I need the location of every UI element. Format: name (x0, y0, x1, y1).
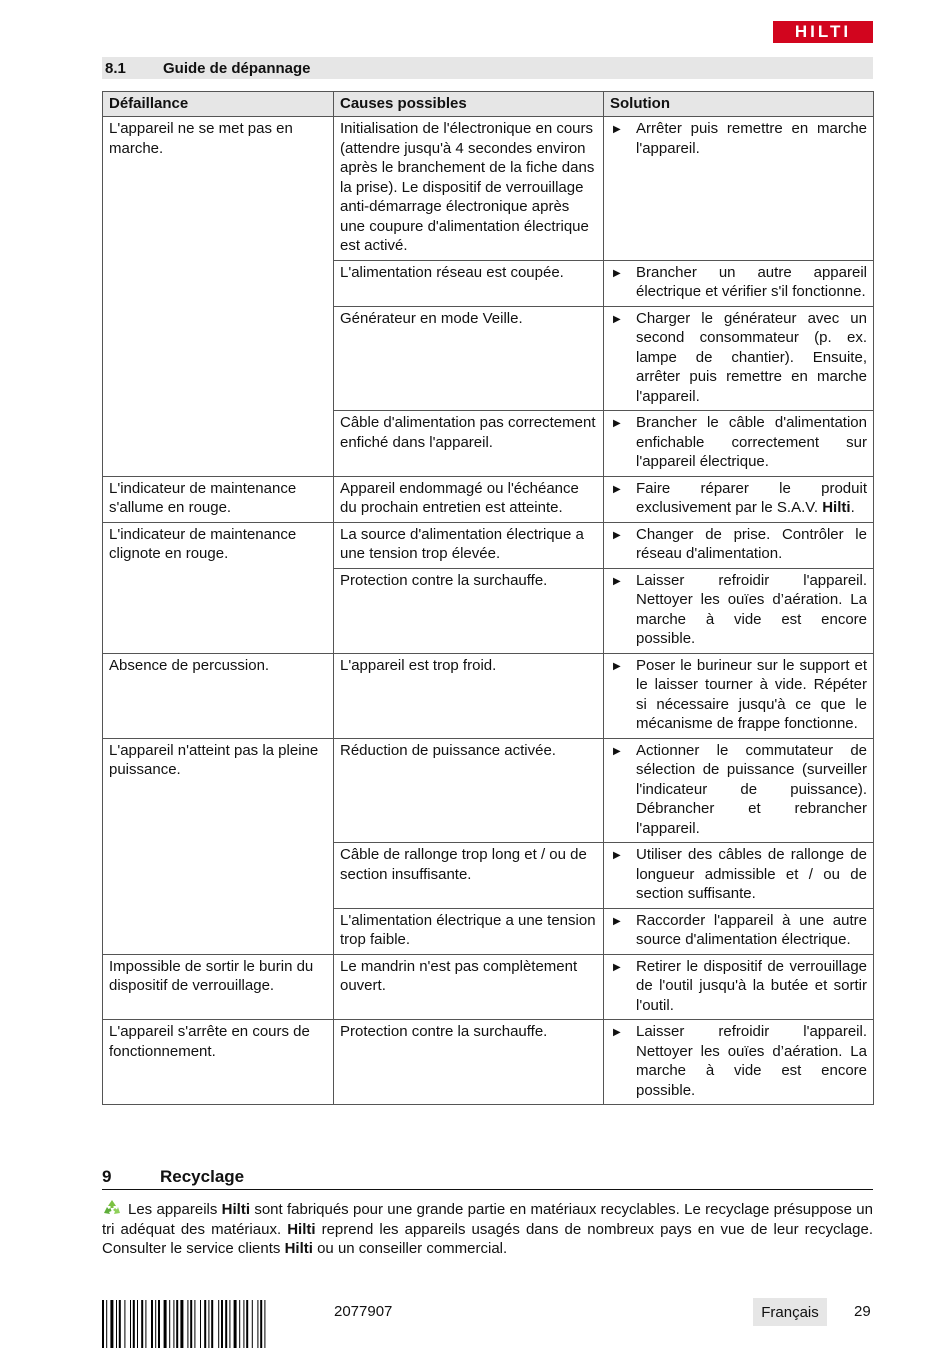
table-row (103, 738, 874, 843)
solution-cell (604, 1020, 874, 1105)
cause-cell: Le mandrin n'est pas complètement ouvert. (334, 954, 604, 1020)
table-row (103, 1020, 874, 1105)
solution-cell (604, 653, 874, 738)
arrow-bullet-icon: ▶ (613, 418, 621, 429)
arrow-bullet-icon: ▶ (613, 915, 621, 927)
recycling-brand-3: Hilti (284, 1240, 313, 1257)
arrow-bullet-icon: ▶ (613, 575, 621, 587)
cause-cell: Câble d'alimentation pas correctement enfiché dans l'appareil. (334, 411, 604, 477)
arrow-bullet-icon: ▶ (613, 1027, 621, 1038)
table-header-row (103, 92, 874, 117)
cause-cell: Réduction de puissance activée. (334, 738, 604, 843)
section-title: Guide de dépannage (163, 59, 311, 77)
fault-cell: Absence de percussion. (103, 653, 334, 738)
recycling-text-3: reprend les appareils usagés dans de nombreux pays en vue de leur recyclage. Consulter le service clients (102, 1220, 873, 1257)
solution-text: Laisser refroidir l'appareil. Nettoyer les ouïes d’aération. La marche à vide est encore possible. (636, 1023, 867, 1099)
recycling-number: 9 (102, 1167, 112, 1186)
arrow-bullet-icon: ▶ (613, 483, 621, 495)
header-solution: Solution (604, 92, 874, 117)
header-fault: Défaillance (103, 92, 334, 117)
recycling-brand-2: Hilti (287, 1220, 316, 1238)
page-number: 29 (854, 1303, 871, 1320)
cause-cell: Initialisation de l'électronique en cours (attendre jusqu'à 4 secondes environ après le branchement de la fiche dans la prise). Le dispositif de verrouillage anti-démarrage électronique après une coupure d'alimentation électrique est activé. (334, 117, 604, 261)
solution-cell (604, 568, 874, 653)
solution-cell (604, 476, 874, 522)
arrow-bullet-icon: ▶ (613, 660, 621, 672)
table-row (103, 522, 874, 568)
cause-cell: Protection contre la surchauffe. (334, 568, 604, 653)
solution-text: Brancher un autre appareil électrique et vérifier s'il fonctionne. (636, 263, 867, 300)
solution-cell (604, 411, 874, 477)
solution-text: Utiliser des câbles de rallonge de longueur admissible et / ou de section suffisante. (636, 846, 867, 902)
table-row (103, 653, 874, 738)
solution-end: . (850, 499, 855, 516)
solution-cell (604, 954, 874, 1020)
solution-cell (604, 306, 874, 411)
arrow-bullet-icon: ▶ (613, 529, 621, 541)
header-cause: Causes possibles (334, 92, 604, 117)
table-row (103, 117, 874, 261)
solution-text: Actionner le commutateur de sélection de puissance (surveiller l'indicateur de puissance). Débrancher et rebrancher l'appareil. (636, 741, 867, 837)
arrow-bullet-icon: ▶ (613, 850, 621, 861)
recycling-title: Recyclage (160, 1167, 245, 1186)
fault-cell: L'indicateur de maintenance clignote en rouge. (103, 522, 334, 653)
recycling-paragraph (102, 1199, 873, 1259)
solution-text: Charger le générateur avec un second consommateur (p. ex. lampe de chantier). Ensuite, arrêter puis remettre en marche l'appareil. (636, 309, 867, 405)
cause-cell: Générateur en mode Veille. (334, 306, 604, 411)
solution-text: Faire réparer le produit exclusivement par le S.A.V. (636, 479, 867, 516)
solution-text: Poser le burineur sur le support et le laisser tourner à vide. Répéter si nécessaire jusqu'à ce que le mécanisme de frappe fonctionne. (636, 656, 867, 732)
fault-cell: L'appareil n'atteint pas la pleine puissance. (103, 738, 334, 954)
language-label: Français (753, 1298, 827, 1326)
document-number: 2077907 (334, 1303, 393, 1320)
recycling-text-4: ou un conseiller commercial. (312, 1240, 508, 1257)
fault-cell: L'appareil ne se met pas en marche. (103, 117, 334, 477)
cause-cell: L'appareil est trop froid. (334, 653, 604, 738)
recycling-heading (102, 1165, 873, 1190)
cause-cell: Protection contre la surchauffe. (334, 1020, 604, 1105)
fault-cell: Impossible de sortir le burin du dispositif de verrouillage. (103, 954, 334, 1020)
hilti-logo (773, 21, 873, 43)
solution-text: Brancher le câble d'alimentation enfichable correctement sur l'appareil électrique. (636, 414, 867, 470)
recycle-icon (102, 1199, 122, 1217)
solution-brand: Hilti (822, 499, 851, 516)
solution-text: Arrêter puis remettre en marche l'appareil. (636, 120, 867, 157)
solution-text: Raccorder l'appareil à une autre source d'alimentation électrique. (636, 911, 867, 948)
cause-cell: Appareil endommagé ou l'échéance du prochain entretien est atteinte. (334, 476, 604, 522)
solution-cell (604, 260, 874, 306)
section-number: 8.1 (105, 59, 126, 77)
table-row (103, 954, 874, 1020)
troubleshooting-table (102, 91, 874, 1105)
solution-text: Laisser refroidir l'appareil. Nettoyer les ouïes d’aération. La marche à vide est encore possible. (636, 571, 867, 647)
solution-text: Retirer le dispositif de verrouillage de l'outil jusqu'à la butée et sortir l'outil. (636, 957, 867, 1014)
logo-text: HILTI (794, 22, 852, 41)
fault-cell: L'appareil s'arrête en cours de fonctionnement. (103, 1020, 334, 1105)
solution-text: Changer de prise. Contrôler le réseau d'alimentation. (636, 525, 867, 562)
cause-cell: Câble de rallonge trop long et / ou de section insuffisante. (334, 843, 604, 909)
arrow-bullet-icon: ▶ (613, 745, 621, 757)
cause-cell: L'alimentation électrique a une tension trop faible. (334, 908, 604, 954)
solution-cell (604, 738, 874, 843)
cause-cell: L'alimentation réseau est coupée. (334, 260, 604, 306)
table-row (103, 476, 874, 522)
cause-cell: La source d'alimentation électrique a une tension trop élevée. (334, 522, 604, 568)
solution-cell (604, 117, 874, 261)
solution-cell (604, 908, 874, 954)
solution-cell (604, 843, 874, 909)
arrow-bullet-icon: ▶ (613, 961, 621, 973)
solution-cell (604, 522, 874, 568)
recycling-text-1: Les appareils (128, 1201, 222, 1218)
section-heading (102, 57, 873, 79)
recycling-brand-1: Hilti (221, 1201, 251, 1218)
barcode (102, 1300, 322, 1348)
fault-cell: L'indicateur de maintenance s'allume en rouge. (103, 476, 334, 522)
arrow-bullet-icon: ▶ (613, 313, 621, 325)
recycling-text-2: sont fabriqués pour une grande partie en matériaux recyclables. Le recyclage présuppose un tri adéquat des matériaux. (102, 1201, 873, 1238)
arrow-bullet-icon: ▶ (613, 267, 621, 279)
arrow-bullet-icon: ▶ (613, 124, 621, 135)
